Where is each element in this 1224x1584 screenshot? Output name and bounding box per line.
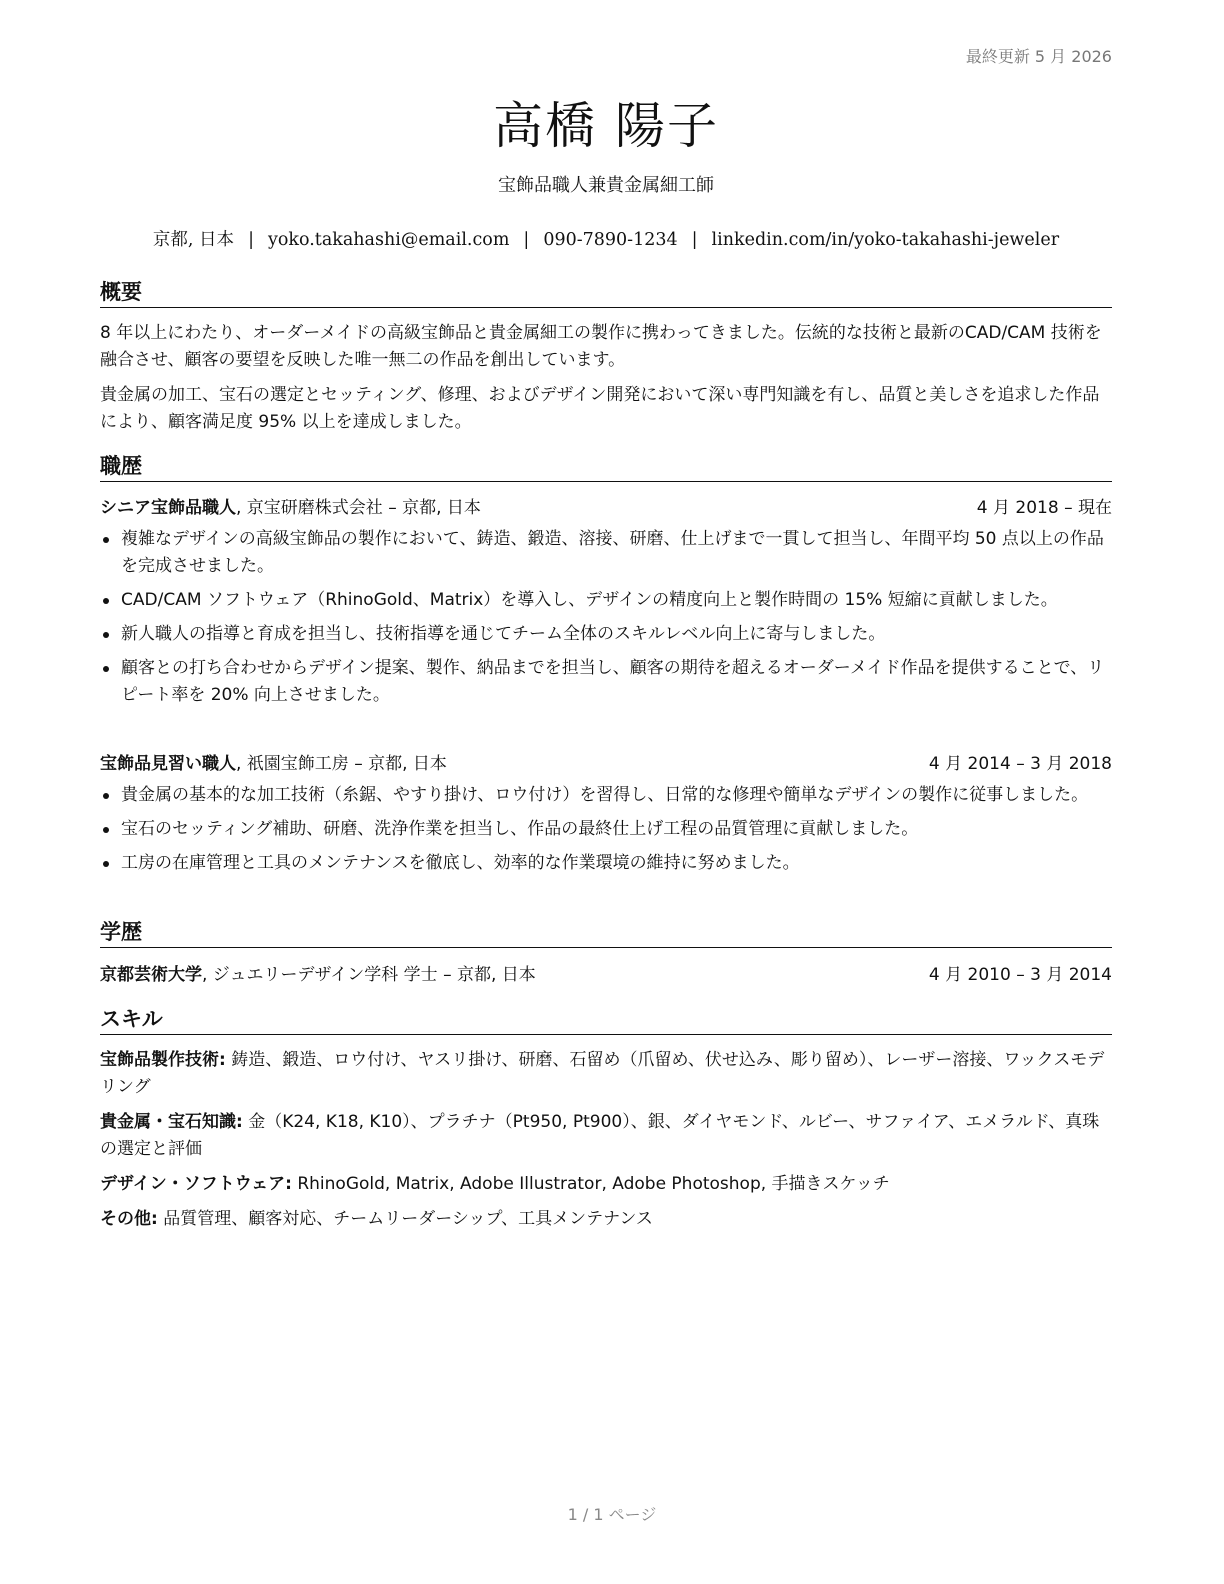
contact-email[interactable]: yoko.takahashi@email.com [267,230,510,250]
list-item: CAD/CAM ソフトウェア（RhinoGold、Matrix）を導入し、デザインの精度向上と製作時間の 15% 短縮に貢献しました。 [100,587,1112,614]
skill-value: 鋳造、鍛造、ロウ付け、ヤスリ掛け、研磨、石留め（爪留め、伏せ込み、彫り留め）、レーザー溶接、ワックスモデリング [100,1050,1105,1097]
skill-entry [100,1206,1112,1233]
section-title-summary: 概要 [100,278,1112,308]
list-item: 工房の在庫管理と工具のメンテナンスを徹底し、効率的な作業環境の維持に努めました。 [100,850,1112,877]
education-period: 4 月 2010 – 3 月 2014 [928,965,1112,985]
last-updated: 最終更新 5 月 2026 [965,47,1112,66]
list-item: 複雑なデザインの高級宝飾品の製作において、鋳造、鍛造、溶接、研磨、仕上げまで一貫して担当し、年間平均 50 点以上の作品を完成させました。 [100,526,1112,580]
job-title: 宝飾品職人兼貴金属細工師 [498,175,714,196]
section-title-experience: 職歴 [100,452,1112,482]
skill-label: 貴金属・宝石知識: [100,1112,243,1132]
skill-value: RhinoGold, Matrix, Adobe Illustrator, Adobe Photoshop, 手描きスケッチ [291,1174,890,1194]
job-role: シニア宝飾品職人 [100,498,236,518]
education-detail: , ジュエリーデザイン学科 学士 – 京都, 日本 [202,965,536,985]
job-bullets [100,782,1112,884]
contact-linkedin[interactable]: linkedin.com/in/yoko-takahashi-jeweler [711,230,1060,250]
skill-entry [100,1047,1112,1101]
job-period: 4 月 2018 – 現在 [976,498,1112,518]
skill-label: その他: [100,1209,158,1229]
list-item: 顧客との打ち合わせからデザイン提案、製作、納品までを担当し、顧客の期待を超えるオーダーメイド作品を提供することで、リピート率を 20% 向上させました。 [100,655,1112,709]
contact-separator: | [523,230,530,250]
skill-entry [100,1171,1112,1198]
job-role: 宝飾品見習い職人 [100,754,236,774]
skill-value: 品質管理、顧客対応、チームリーダーシップ、工具メンテナンス [157,1209,653,1229]
job-period: 4 月 2014 – 3 月 2018 [928,754,1112,774]
contact-line [100,226,1112,251]
page-number: 1 / 1 ページ [567,1505,657,1524]
section-title-skills: スキル [100,1005,1112,1035]
summary-paragraph: 貴金属の加工、宝石の選定とセッティング、修理、およびデザイン開発において深い専門知識を有し、品質と美しさを追求した作品により、顧客満足度 95% 以上を達成しました。 [100,385,1100,432]
job-org: , 京宝研磨株式会社 – 京都, 日本 [236,498,481,518]
skill-label: デザイン・ソフトウェア: [100,1174,292,1194]
contact-separator: | [691,230,698,250]
resume-page [100,0,1112,1584]
summary-paragraph: 8 年以上にわたり、オーダーメイドの高級宝飾品と貴金属細工の製作に携わってきました。伝統的な技術と最新のCAD/CAM 技術を融合させ、顧客の要望を反映した唯一無二の作品を創出しています。 [100,323,1102,370]
school-name: 京都芸術大学 [100,965,202,985]
candidate-name: 高橋 陽子 [493,97,719,155]
list-item: 宝石のセッティング補助、研磨、洗浄作業を担当し、作品の最終仕上げ工程の品質管理に貢献しました。 [100,816,1112,843]
skill-entry [100,1109,1112,1163]
contact-phone[interactable]: 090-7890-1234 [543,230,678,250]
education-entry [100,963,1112,987]
job-header [100,752,1112,776]
job-org: , 祇園宝飾工房 – 京都, 日本 [236,754,447,774]
list-item: 貴金属の基本的な加工技術（糸鋸、やすり掛け、ロウ付け）を習得し、日常的な修理や簡単なデザインの製作に従事しました。 [100,782,1112,809]
skill-label: 宝飾品製作技術: [100,1050,226,1070]
section-title-education: 学歴 [100,918,1112,948]
skill-value: 金（K24, K18, K10）、プラチナ（Pt950, Pt900）、銀、ダイヤモンド、ルビー、サファイア、エメラルド、真珠の選定と評価 [100,1112,1100,1159]
job-header [100,496,1112,520]
job-bullets [100,526,1112,716]
contact-separator: | [248,230,254,250]
list-item: 新人職人の指導と育成を担当し、技術指導を通じてチーム全体のスキルレベル向上に寄与しました。 [100,621,1112,648]
contact-location: 京都, 日本 [152,230,235,250]
